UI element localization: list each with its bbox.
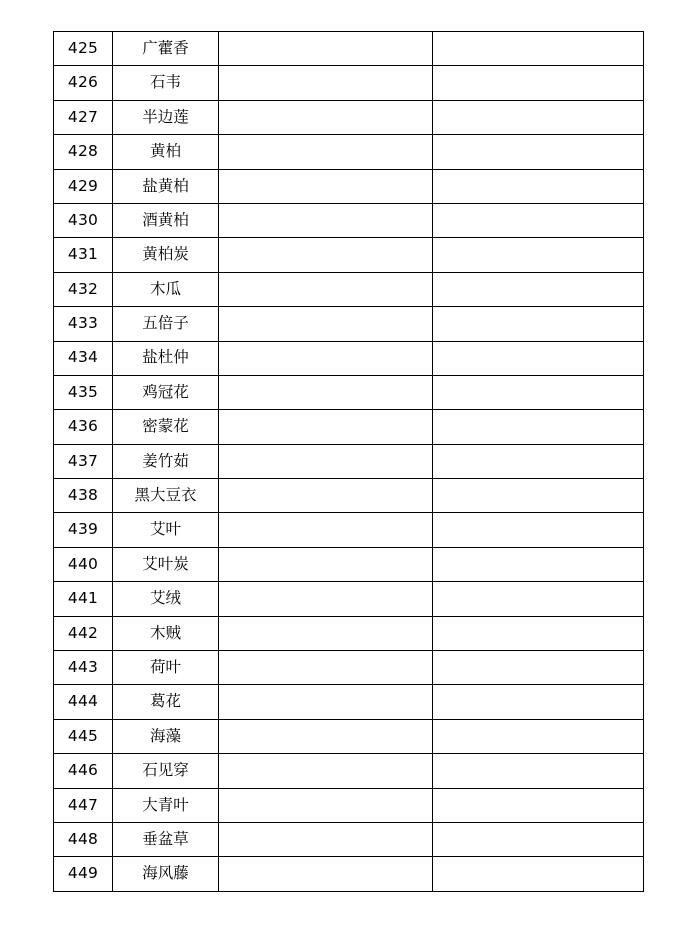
table-row (54, 375, 644, 409)
herb-name: 密蒙花 (113, 410, 219, 444)
empty-cell (219, 32, 433, 66)
herb-name: 木瓜 (113, 272, 219, 306)
empty-cell (219, 135, 433, 169)
document-page (53, 31, 643, 892)
table-row (54, 66, 644, 100)
empty-cell (433, 547, 644, 581)
empty-cell (219, 719, 433, 753)
row-number: 438 (54, 479, 113, 513)
row-number: 430 (54, 203, 113, 237)
empty-cell (219, 651, 433, 685)
empty-cell (433, 513, 644, 547)
herb-name: 黄柏炭 (113, 238, 219, 272)
table-row (54, 685, 644, 719)
herb-name: 五倍子 (113, 307, 219, 341)
empty-cell (433, 307, 644, 341)
table-row (54, 307, 644, 341)
empty-cell (433, 135, 644, 169)
herb-name: 黄柏 (113, 135, 219, 169)
row-number: 428 (54, 135, 113, 169)
empty-cell (219, 307, 433, 341)
row-number: 426 (54, 66, 113, 100)
herb-name: 石韦 (113, 66, 219, 100)
row-number: 446 (54, 754, 113, 788)
row-number: 436 (54, 410, 113, 444)
herb-name: 荷叶 (113, 651, 219, 685)
empty-cell (433, 100, 644, 134)
herb-name: 大青叶 (113, 788, 219, 822)
empty-cell (433, 616, 644, 650)
empty-cell (433, 444, 644, 478)
herb-name: 艾叶 (113, 513, 219, 547)
empty-cell (433, 857, 644, 891)
row-number: 442 (54, 616, 113, 650)
table-row (54, 100, 644, 134)
herb-name: 海风藤 (113, 857, 219, 891)
herb-name: 艾绒 (113, 582, 219, 616)
row-number: 427 (54, 100, 113, 134)
empty-cell (433, 410, 644, 444)
empty-cell (433, 66, 644, 100)
empty-cell (433, 32, 644, 66)
herb-name: 艾叶炭 (113, 547, 219, 581)
empty-cell (219, 754, 433, 788)
empty-cell (219, 479, 433, 513)
herb-table (53, 31, 644, 892)
row-number: 437 (54, 444, 113, 478)
row-number: 445 (54, 719, 113, 753)
empty-cell (433, 375, 644, 409)
empty-cell (219, 169, 433, 203)
table-row (54, 135, 644, 169)
herb-name: 垂盆草 (113, 822, 219, 856)
table-row (54, 444, 644, 478)
herb-name: 广藿香 (113, 32, 219, 66)
empty-cell (433, 582, 644, 616)
empty-cell (219, 547, 433, 581)
row-number: 440 (54, 547, 113, 581)
herb-name: 酒黄柏 (113, 203, 219, 237)
row-number: 441 (54, 582, 113, 616)
empty-cell (433, 203, 644, 237)
empty-cell (219, 616, 433, 650)
empty-cell (219, 203, 433, 237)
table-row (54, 203, 644, 237)
empty-cell (219, 66, 433, 100)
row-number: 434 (54, 341, 113, 375)
table-row (54, 341, 644, 375)
empty-cell (219, 341, 433, 375)
row-number: 433 (54, 307, 113, 341)
table-row (54, 479, 644, 513)
empty-cell (219, 513, 433, 547)
table-row (54, 822, 644, 856)
empty-cell (433, 238, 644, 272)
empty-cell (433, 685, 644, 719)
herb-table-body (54, 32, 644, 892)
table-row (54, 513, 644, 547)
empty-cell (219, 822, 433, 856)
table-row (54, 857, 644, 891)
empty-cell (433, 272, 644, 306)
table-row (54, 169, 644, 203)
herb-name: 黑大豆衣 (113, 479, 219, 513)
table-row (54, 410, 644, 444)
empty-cell (433, 788, 644, 822)
table-row (54, 754, 644, 788)
empty-cell (219, 410, 433, 444)
empty-cell (219, 857, 433, 891)
herb-name: 海藻 (113, 719, 219, 753)
row-number: 449 (54, 857, 113, 891)
table-row (54, 582, 644, 616)
table-row (54, 651, 644, 685)
table-row (54, 32, 644, 66)
row-number: 447 (54, 788, 113, 822)
herb-name: 半边莲 (113, 100, 219, 134)
table-row (54, 272, 644, 306)
empty-cell (433, 479, 644, 513)
table-row (54, 547, 644, 581)
row-number: 431 (54, 238, 113, 272)
herb-name: 鸡冠花 (113, 375, 219, 409)
herb-name: 盐杜仲 (113, 341, 219, 375)
empty-cell (219, 272, 433, 306)
table-row (54, 616, 644, 650)
table-row (54, 719, 644, 753)
row-number: 432 (54, 272, 113, 306)
herb-name: 木贼 (113, 616, 219, 650)
empty-cell (219, 444, 433, 478)
row-number: 444 (54, 685, 113, 719)
empty-cell (433, 651, 644, 685)
empty-cell (219, 582, 433, 616)
empty-cell (433, 754, 644, 788)
herb-name: 石见穿 (113, 754, 219, 788)
row-number: 435 (54, 375, 113, 409)
table-row (54, 788, 644, 822)
empty-cell (433, 169, 644, 203)
empty-cell (219, 375, 433, 409)
herb-name: 葛花 (113, 685, 219, 719)
row-number: 448 (54, 822, 113, 856)
empty-cell (219, 788, 433, 822)
row-number: 425 (54, 32, 113, 66)
table-row (54, 238, 644, 272)
herb-name: 姜竹茹 (113, 444, 219, 478)
empty-cell (219, 238, 433, 272)
empty-cell (219, 685, 433, 719)
row-number: 443 (54, 651, 113, 685)
herb-name: 盐黄柏 (113, 169, 219, 203)
empty-cell (219, 100, 433, 134)
empty-cell (433, 822, 644, 856)
empty-cell (433, 341, 644, 375)
row-number: 429 (54, 169, 113, 203)
row-number: 439 (54, 513, 113, 547)
empty-cell (433, 719, 644, 753)
